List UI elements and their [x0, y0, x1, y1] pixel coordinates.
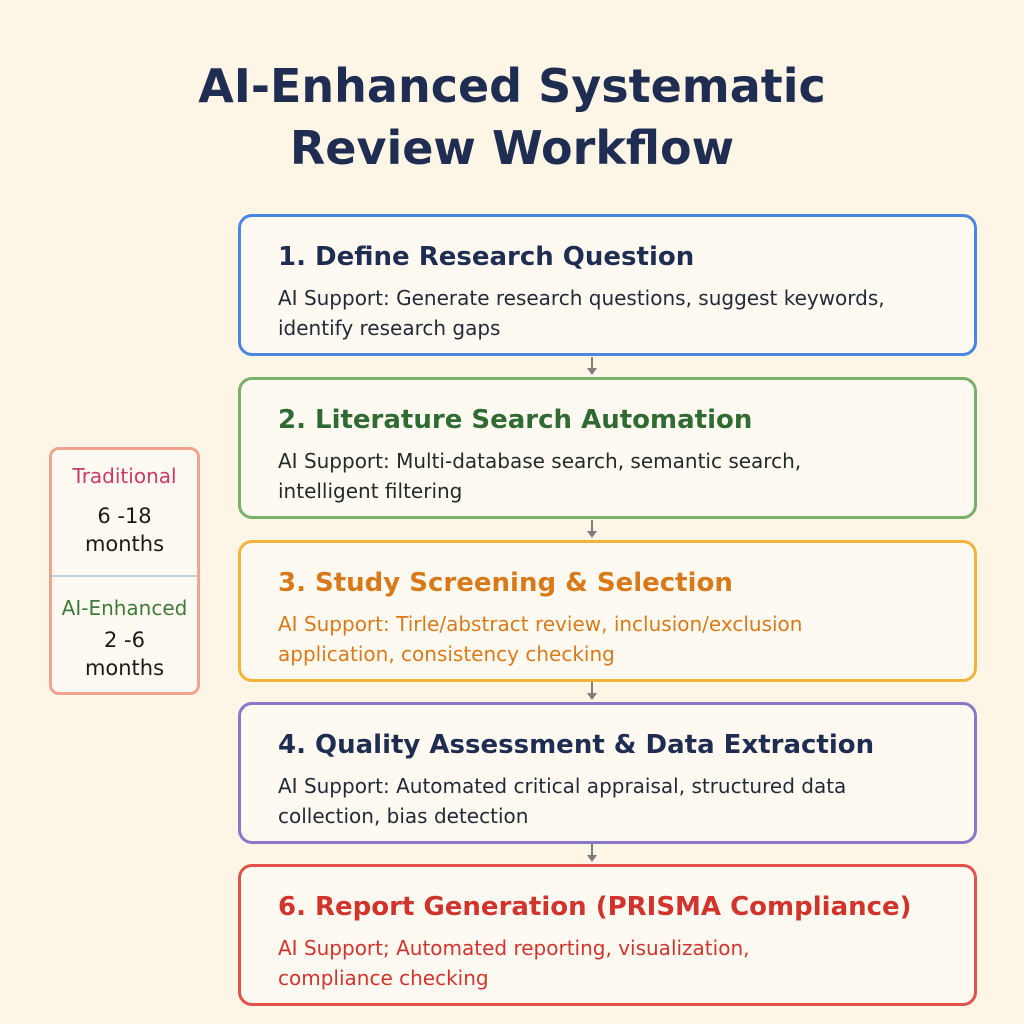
step-report-generation: [238, 864, 977, 1006]
traditional-duration-line-1: 6 -18: [97, 504, 152, 528]
step-description-line-2: application, consistency checking: [278, 642, 615, 666]
step-study-screening-selection: [238, 540, 977, 682]
diagram-title-line-1: AI-Enhanced Systematic: [198, 59, 826, 113]
step-quality-assessment-data-extraction: [238, 702, 977, 844]
step-description-line-2: compliance checking: [278, 966, 489, 990]
step-title: 1. Define Research Question: [278, 242, 695, 272]
diagram-title-line-2: Review Workflow: [289, 121, 735, 175]
step-title: 3. Study Screening & Selection: [278, 568, 733, 598]
arrow-down-icon: [584, 520, 600, 540]
step-description-line-2: intelligent filtering: [278, 479, 463, 503]
step-title: 4. Quality Assessment & Data Extraction: [278, 730, 875, 760]
step-description: [278, 771, 944, 831]
step-description: [278, 933, 944, 993]
step-description-line-1: AI Support: Tirle/abstract review, inclusion/exclusion: [278, 612, 803, 636]
arrow-down-icon: [584, 682, 600, 702]
timeline-comparison-box: [49, 447, 200, 695]
step-description-line-1: AI Support: Multi-database search, semantic search,: [278, 449, 802, 473]
ai-enhanced-duration-line-2: months: [84, 656, 165, 680]
step-title: 2. Literature Search Automation: [278, 405, 753, 435]
ai-enhanced-timeline: [52, 594, 197, 682]
step-description: [278, 609, 944, 669]
traditional-timeline: [52, 462, 197, 558]
step-description-line-1: AI Support: Generate research questions, suggest keywords,: [278, 286, 885, 310]
step-description-line-1: AI Support; Automated reporting, visualization,: [278, 936, 750, 960]
ai-enhanced-label: AI-Enhanced: [61, 596, 188, 620]
arrow-down-icon: [584, 357, 600, 377]
step-description-line-2: collection, bias detection: [278, 804, 529, 828]
arrow-down-icon: [584, 844, 600, 864]
traditional-label: Traditional: [72, 464, 177, 488]
step-literature-search-automation: [238, 377, 977, 519]
timeline-divider: [52, 575, 197, 577]
traditional-duration-line-2: months: [84, 532, 165, 556]
step-description-line-2: identify research gaps: [278, 316, 501, 340]
step-title: 6. Report Generation (PRISMA Compliance): [278, 892, 912, 922]
step-description: [278, 283, 944, 343]
step-description: [278, 446, 944, 506]
diagram-title: [0, 55, 1024, 179]
step-define-research-question: [238, 214, 977, 356]
ai-enhanced-duration-line-1: 2 -6: [104, 628, 145, 652]
step-description-line-1: AI Support: Automated critical appraisal, structured data: [278, 774, 847, 798]
